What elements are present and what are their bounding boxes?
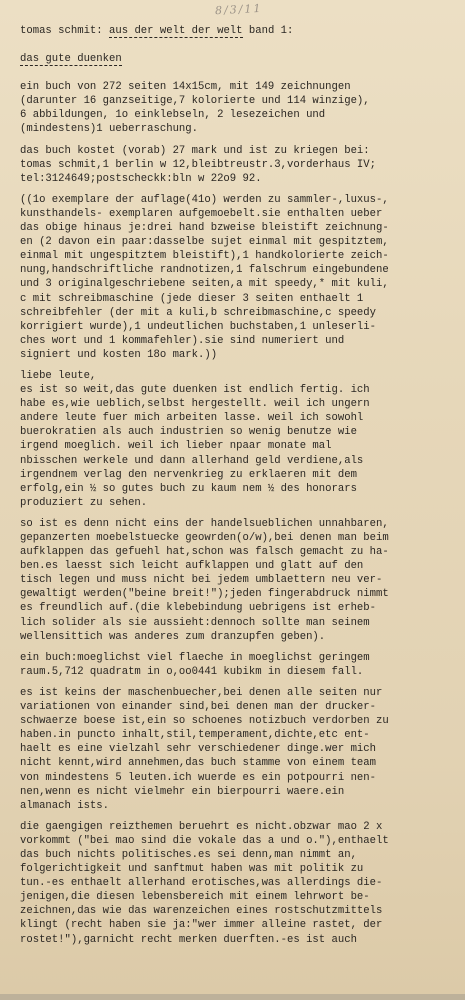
text-line: ein buch:moeglichst viel flaeche in moeglichst geringem bbox=[20, 651, 370, 664]
text-line: irgend moeglich. weil ich lieber npaar monate mal bbox=[20, 440, 332, 453]
text-line: schreibfehler (der mit a kuli,b schreibmaschine,c speedy bbox=[20, 306, 377, 319]
text-line: signiert und kosten 18o mark.)) bbox=[20, 348, 218, 361]
text-line: gepanzerten moebelstuecke geowrden(o/w),bei denen man beim bbox=[20, 532, 389, 544]
text-line: von mindestens 5 leuten.ich wuerde es ein potpourri nen- bbox=[20, 771, 377, 784]
paragraph bbox=[20, 517, 460, 644]
text-line: 6 abbildungen, 1o einklebseln, 2 lesezeichen und bbox=[20, 109, 326, 122]
paragraph-gap bbox=[20, 644, 460, 651]
header-series: aus der welt der welt bbox=[109, 25, 243, 37]
paragraph-gap bbox=[20, 813, 460, 820]
paragraph bbox=[20, 686, 460, 813]
text-line: so ist es denn nicht eins der handelsueblichen unnahbaren, bbox=[20, 517, 389, 530]
header-volume: band 1: bbox=[248, 25, 294, 37]
text-line: die gaengigen reizthemen beruehrt es nicht.obzwar mao 2 x bbox=[20, 820, 383, 833]
header-line bbox=[20, 24, 460, 38]
paragraph bbox=[20, 193, 460, 362]
text-line: tisch legen und muss nicht bei jedem umblaettern neu ver- bbox=[20, 574, 383, 587]
text-line: en (2 davon ein paar:dasselbe sujet einmal mit gespitztem, bbox=[20, 236, 389, 249]
paragraph bbox=[20, 144, 460, 186]
text-line: aufklappen das gefuehl hat,schon was falsch gemacht zu ha- bbox=[20, 546, 389, 559]
paragraph-gap bbox=[20, 137, 460, 144]
text-line: haben.in puncto inhalt,stil,temperament,dichte,etc ent- bbox=[20, 729, 370, 742]
text-line: vorkommt ("bei mao sind die vokale das a und o."),enthaelt bbox=[20, 834, 389, 847]
text-line: tomas schmit,1 berlin w 12,bleibtreustr.3,vorderhaus IV; bbox=[20, 158, 377, 171]
page-bottom-edge bbox=[0, 994, 465, 1000]
text-line: habe es,wie ueblich,selbst hergestellt. weil ich ungern bbox=[20, 398, 370, 411]
text-line: und 3 originalgeschriebene seiten,a mit speedy,* mit kuli, bbox=[20, 278, 389, 291]
text-line: nen,wenn es nicht vielmehr ein bierpourri waere.ein bbox=[20, 785, 345, 798]
text-line: erfolg,ein ½ so gutes buch zu kaum nem ½ des honorars bbox=[20, 482, 357, 495]
text-line: das obige hinaus je:drei hand bzweise bleistift zeichnung- bbox=[20, 222, 389, 235]
text-line: (mindestens)1 ueberraschung. bbox=[20, 123, 199, 136]
paragraph bbox=[20, 651, 460, 679]
text-line: korrigiert wurde),1 undeutlichen buchstaben,1 unleserli- bbox=[20, 320, 377, 333]
paragraph-gap bbox=[20, 510, 460, 517]
pencil-annotation: 8/3/11 bbox=[214, 1, 263, 18]
header-author: tomas schmit: bbox=[20, 25, 103, 37]
text-line: lich solider als sie aussieht:dennoch sollte man seinem bbox=[20, 616, 370, 629]
text-line: variationen von einander sind,bei denen man der drucker- bbox=[20, 701, 377, 714]
text-line: kunsthandels- exemplaren aufgemoebelt.sie enthalten ueber bbox=[20, 207, 383, 220]
text-line: folgerichtigkeit und sanftmut haben was mit politik zu bbox=[20, 863, 364, 876]
text-line: ((1o exemplare der auflage(41o) werden zu sammler-,luxus-, bbox=[20, 193, 389, 206]
text-line: ches wort und 1 kommafehler).sie sind numeriert und bbox=[20, 334, 345, 347]
text-line: (darunter 16 ganzseitige,7 kolorierte und 114 winzige), bbox=[20, 95, 370, 108]
text-line: es freundlich auf.(die klebebindung uebrigens ist erheb- bbox=[20, 602, 377, 615]
text-line: irgendnem verlag den nervenkrieg zu erklaeren mit dem bbox=[20, 468, 357, 481]
text-line: gewaltigt werden("beine breit!");jeden fingerabdruck nimmt bbox=[20, 588, 389, 601]
text-line: ben.es laesst sich leicht aufklappen und glatt auf den bbox=[20, 560, 364, 573]
text-line: nbisschen werkele und dann allerhand geld verdiene,als bbox=[20, 454, 364, 467]
text-line: nung,handschriftliche randnotizen,1 falschrum eingebundene bbox=[20, 264, 389, 277]
text-line: rostet!"),garnicht recht merken duerften.-es ist auch bbox=[20, 933, 357, 946]
text-line: jenigen,die diesen lebensbereich mit einem lehrwort be- bbox=[20, 891, 370, 904]
text-line: schwaerze boese ist,ein so schoenes notizbuch verdorben zu bbox=[20, 715, 389, 728]
text-line: buerokratien als auch industrien so wenig benutze wie bbox=[20, 426, 357, 439]
document-body bbox=[20, 24, 460, 947]
text-line: tun.-es enthaelt allerhand erotisches,was allerdings die- bbox=[20, 877, 383, 890]
paragraph-gap bbox=[20, 186, 460, 193]
subtitle-line bbox=[20, 52, 460, 66]
text-line: das buch kostet (vorab) 27 mark und ist zu kriegen bei: bbox=[20, 144, 370, 157]
subtitle: das gute duenken bbox=[20, 53, 122, 66]
text-line: wellensittich was anderes zum dranzupfen geben). bbox=[20, 630, 326, 643]
paragraph-gap bbox=[20, 679, 460, 686]
text-line: einmal mit ungespitztem bleistift),1 handkolorierte zeich- bbox=[20, 250, 389, 263]
text-line: tel:3124649;postscheckk:bln w 22o9 92. bbox=[20, 172, 262, 185]
text-line: es ist so weit,das gute duenken ist endlich fertig. ich bbox=[20, 384, 370, 397]
paragraph bbox=[20, 80, 460, 136]
paragraphs-container bbox=[20, 80, 460, 946]
text-line: liebe leute, bbox=[20, 369, 97, 382]
text-line: es ist keins der maschenbuecher,bei denen alle seiten nur bbox=[20, 686, 383, 699]
text-line: zeichnen,das wie das warenzeichen eines rostschutzmittels bbox=[20, 905, 383, 918]
paragraph-gap bbox=[20, 362, 460, 369]
text-line: raum.5,712 quadratm in o,oo0441 kubikm in diesem fall. bbox=[20, 665, 364, 678]
text-line: haelt es eine vielzahl sehr verschiedener dinge.wer mich bbox=[20, 743, 377, 756]
text-line: nicht kennt,wird annehmen,das buch stamme von einem team bbox=[20, 757, 377, 770]
text-line: c mit schreibmaschine (jede dieser 3 seiten enthaelt 1 bbox=[20, 292, 364, 305]
text-line: produziert zu sehen. bbox=[20, 496, 148, 509]
text-line: klingt (recht haben sie ja:"wer immer alleine rastet, der bbox=[20, 919, 383, 932]
text-line: das buch nichts politisches.es sei denn,man nimmt an, bbox=[20, 848, 357, 861]
paragraph bbox=[20, 820, 460, 947]
text-line: andere leute fuer mich arbeiten lasse. weil ich sowohl bbox=[20, 412, 364, 425]
text-line: almanach ists. bbox=[20, 799, 110, 812]
text-line: ein buch von 272 seiten 14x15cm, mit 149 zeichnungen bbox=[20, 81, 351, 94]
paragraph bbox=[20, 369, 460, 510]
